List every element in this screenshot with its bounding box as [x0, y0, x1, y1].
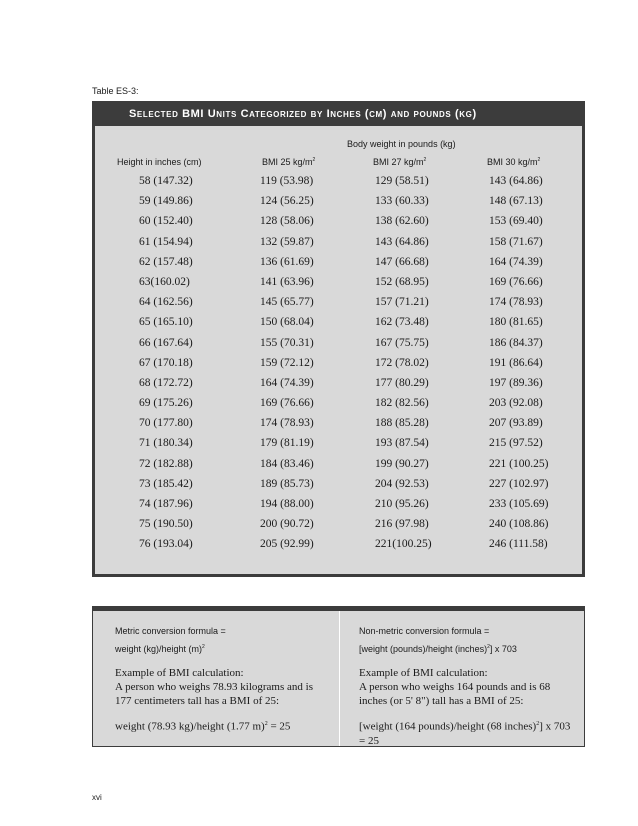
table-cell: 167 (75.75): [375, 336, 429, 349]
table-cell: 73 (185.42): [139, 477, 193, 490]
table-cell: 75 (190.50): [139, 518, 193, 531]
table-row: [95, 195, 582, 215]
table-row: [95, 175, 582, 195]
page-number: xvi: [92, 793, 102, 802]
table-cell: 128 (58.06): [260, 215, 314, 228]
table-cell: 215 (97.52): [489, 437, 543, 450]
table-cell: 189 (85.73): [260, 477, 314, 490]
table-row: [95, 296, 582, 316]
table-cell: 162 (73.48): [375, 316, 429, 329]
nonmetric-column: [359, 623, 574, 748]
nonmetric-example: [359, 666, 574, 708]
table-cell: 240 (108.86): [489, 518, 549, 531]
table-cell: 158 (71.67): [489, 235, 543, 248]
metric-example: [115, 666, 330, 708]
nonmetric-example-title: Example of BMI calculation:: [359, 667, 488, 679]
table-cell: 71 (180.34): [139, 437, 193, 450]
table-cell: 68 (172.72): [139, 376, 193, 389]
table-row: [95, 437, 582, 457]
table-cell: 169 (76.66): [260, 397, 314, 410]
metric-example-body: A person who weighs 78.93 kilograms and is 177 centimeters tall has a BMI of 25:: [115, 681, 313, 707]
table-cell: 199 (90.27): [375, 457, 429, 470]
table-cell: 138 (62.60): [375, 215, 429, 228]
table-cell: 186 (84.37): [489, 336, 543, 349]
table-cell: 174 (78.93): [489, 296, 543, 309]
table-cell: 174 (78.93): [260, 417, 314, 430]
table-row: [95, 236, 582, 256]
table-row: [95, 377, 582, 397]
table-cell: 66 (167.64): [139, 336, 193, 349]
table-cell: 74 (187.96): [139, 498, 193, 510]
table-cell: 143 (64.86): [375, 235, 429, 248]
table-cell: 152 (68.95): [375, 275, 429, 288]
table-cell: 233 (105.69): [489, 498, 549, 510]
table-cell: 164 (74.39): [260, 376, 314, 389]
table-cell: 179 (81.19): [260, 437, 314, 450]
table-cell: 180 (81.65): [489, 316, 543, 329]
table-cell: 203 (92.08): [489, 397, 543, 410]
table-cell: 124 (56.25): [260, 195, 314, 208]
table-row: [95, 458, 582, 478]
table-cell: 216 (97.98): [375, 518, 429, 531]
table-cell: 197 (89.36): [489, 376, 543, 389]
table-cell: 61 (154.94): [139, 235, 193, 248]
table-cell: 60 (152.40): [139, 215, 193, 228]
column-divider: [339, 611, 340, 746]
table-row: [95, 417, 582, 437]
table-cell: 193 (87.54): [375, 437, 429, 450]
table-cell: 210 (95.26): [375, 498, 429, 510]
metric-example-title: Example of BMI calculation:: [115, 667, 244, 679]
table-cell: 65 (165.10): [139, 316, 193, 329]
table-cell: 169 (76.66): [489, 275, 543, 288]
table-cell: 204 (92.53): [375, 477, 429, 490]
table-cell: 182 (82.56): [375, 397, 429, 410]
table-row: [95, 357, 582, 377]
table-cell: 150 (68.04): [260, 316, 314, 329]
table-cell: 205 (92.99): [260, 538, 314, 551]
table-cell: 207 (93.89): [489, 417, 543, 430]
table-cell: 136 (61.69): [260, 255, 314, 268]
nonmetric-example-body: A person who weighs 164 pounds and is 68 inches (or 5' 8") tall has a BMI of 25:: [359, 681, 551, 707]
table-cell: 172 (78.02): [375, 356, 429, 369]
table-cell: 119 (53.98): [260, 175, 314, 187]
table-cell: 143 (64.86): [489, 175, 543, 187]
table-cell: 141 (63.96): [260, 275, 314, 288]
table-row: [95, 478, 582, 498]
table-cell: 147 (66.68): [375, 255, 429, 268]
table-cell: 58 (147.32): [139, 175, 193, 187]
nonmetric-formula-title: Non-metric conversion formula =: [359, 626, 490, 636]
table-cell: 129 (58.51): [375, 175, 429, 187]
table-cell: 177 (80.29): [375, 376, 429, 389]
table-cell: 155 (70.31): [260, 336, 314, 349]
nonmetric-example-formula: [weight (164 pounds)/height (68 inches)$^2$] x 703 = 25: [359, 720, 571, 747]
table-cell: 200 (90.72): [260, 518, 314, 531]
table-cell: 227 (102.97): [489, 477, 549, 490]
table-row: [95, 538, 582, 558]
table-cell: 159 (72.12): [260, 356, 314, 369]
table-cell: 153 (69.40): [489, 215, 543, 228]
table-cell: 191 (86.64): [489, 356, 543, 369]
metric-formula-title: Metric conversion formula =: [115, 626, 226, 636]
table-row: [95, 256, 582, 276]
table-title: Selected BMI Units Categorized by Inches (cm) and pounds (kg): [95, 101, 582, 126]
metric-example-formula: weight (78.93 kg)/height (1.77 m)$^2$ = 25: [115, 720, 291, 733]
column-header-height: Height in inches (cm): [117, 157, 202, 167]
table-row: [95, 518, 582, 538]
table-cell: 64 (162.56): [139, 296, 193, 309]
table-cell: 72 (182.88): [139, 457, 193, 470]
table-row: [95, 215, 582, 235]
table-cell: 221 (100.25): [489, 457, 549, 470]
table-row: [95, 276, 582, 296]
table-cell: 76 (193.04): [139, 538, 193, 551]
table-row: [95, 337, 582, 357]
table-cell: 67 (170.18): [139, 356, 193, 369]
column-header-bmi27: BMI 27 $kg/m^2$: [373, 157, 427, 167]
table-row: [95, 316, 582, 336]
table-body: [95, 175, 582, 559]
table-cell: 59 (149.86): [139, 195, 193, 208]
table-label: Table ES-3:: [92, 86, 139, 96]
table-cell: 70 (177.80): [139, 417, 193, 430]
table-cell: 157 (71.21): [375, 296, 429, 309]
table-cell: 246 (111.58): [489, 538, 548, 551]
table-cell: 221(100.25): [375, 538, 432, 551]
table-cell: 194 (88.00): [260, 498, 314, 510]
table-cell: 133 (60.33): [375, 195, 429, 208]
metric-formula: weight (kg)/height $(m)^2$: [115, 644, 205, 654]
body-weight-header: Body weight in pounds (kg): [347, 139, 456, 149]
column-header-bmi30: BMI 30 $kg/m^2$: [487, 157, 541, 167]
table-cell: 184 (83.46): [260, 457, 314, 470]
formula-box: [92, 606, 585, 747]
table-cell: 145 (65.77): [260, 296, 314, 309]
table-cell: 62 (157.48): [139, 255, 193, 268]
column-header-bmi25: BMI 25 $kg/m^2$: [262, 157, 316, 167]
table-cell: 188 (85.28): [375, 417, 429, 430]
table-cell: 164 (74.39): [489, 255, 543, 268]
table-cell: 63(160.02): [139, 275, 190, 288]
nonmetric-formula: [weight (pounds)/height (inches)$^2$] x 703: [359, 644, 517, 654]
table-row: [95, 498, 582, 518]
bmi-table: [92, 101, 585, 577]
table-cell: 148 (67.13): [489, 195, 543, 208]
table-row: [95, 397, 582, 417]
table-cell: 132 (59.87): [260, 235, 314, 248]
table-cell: 69 (175.26): [139, 397, 193, 410]
metric-column: [115, 623, 330, 734]
